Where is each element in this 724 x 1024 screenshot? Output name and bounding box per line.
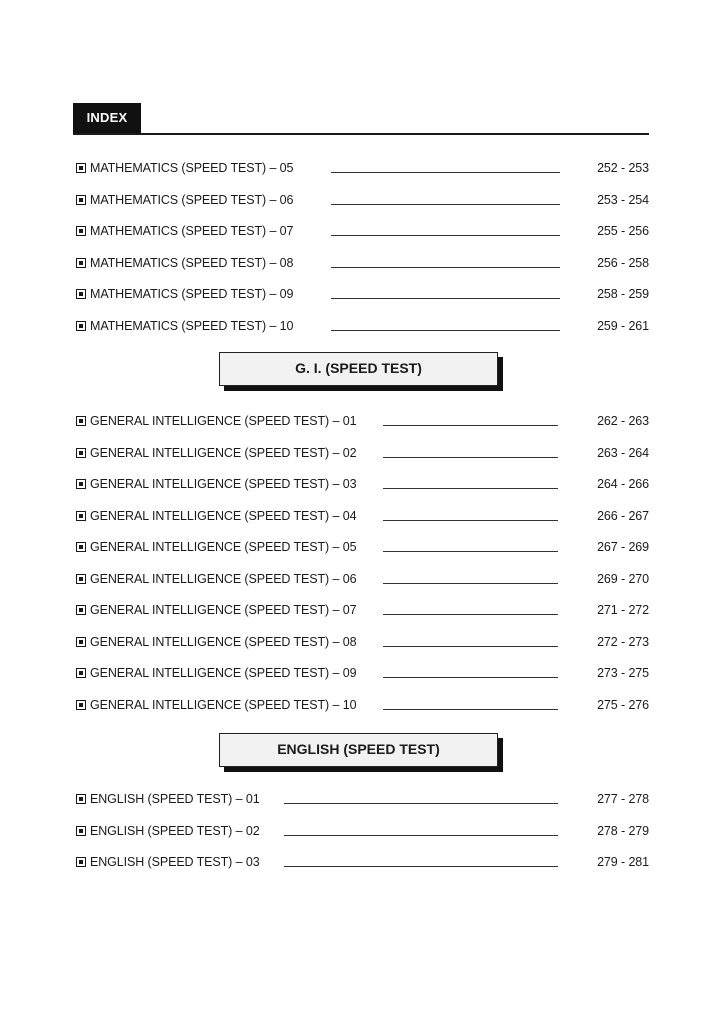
toc-pages: 275 - 276 xyxy=(597,698,649,712)
dotted-leader xyxy=(383,583,558,584)
toc-row[interactable] xyxy=(76,411,649,431)
toc-title: ENGLISH (SPEED TEST) – 03 xyxy=(90,855,260,869)
square-bullet-icon xyxy=(76,448,86,458)
index-title-badge: INDEX xyxy=(73,103,141,133)
toc-title: MATHEMATICS (SPEED TEST) – 10 xyxy=(90,319,294,333)
dotted-leader xyxy=(383,457,558,458)
toc-row[interactable] xyxy=(76,221,649,241)
toc-title: GENERAL INTELLIGENCE (SPEED TEST) – 04 xyxy=(90,509,357,523)
toc-title: GENERAL INTELLIGENCE (SPEED TEST) – 09 xyxy=(90,666,357,680)
toc-title: MATHEMATICS (SPEED TEST) – 07 xyxy=(90,224,294,238)
square-bullet-icon xyxy=(76,574,86,584)
dotted-leader xyxy=(383,425,558,426)
toc-title: GENERAL INTELLIGENCE (SPEED TEST) – 07 xyxy=(90,603,357,617)
dotted-leader xyxy=(383,677,558,678)
toc-pages: 256 - 258 xyxy=(597,256,649,270)
toc-row[interactable] xyxy=(76,474,649,494)
toc-row[interactable] xyxy=(76,569,649,589)
toc-pages: 258 - 259 xyxy=(597,287,649,301)
square-bullet-icon xyxy=(76,794,86,804)
square-bullet-icon xyxy=(76,416,86,426)
toc-row[interactable] xyxy=(76,190,649,210)
dotted-leader xyxy=(331,267,560,268)
toc-row[interactable] xyxy=(76,852,649,872)
dotted-leader xyxy=(383,709,558,710)
dotted-leader xyxy=(331,204,560,205)
square-bullet-icon xyxy=(76,700,86,710)
square-bullet-icon xyxy=(76,321,86,331)
toc-pages: 267 - 269 xyxy=(597,540,649,554)
toc-pages: 273 - 275 xyxy=(597,666,649,680)
toc-title: MATHEMATICS (SPEED TEST) – 08 xyxy=(90,256,294,270)
toc-pages: 279 - 281 xyxy=(597,855,649,869)
toc-pages: 266 - 267 xyxy=(597,509,649,523)
toc-row[interactable] xyxy=(76,443,649,463)
dotted-leader xyxy=(331,235,560,236)
toc-title: MATHEMATICS (SPEED TEST) – 09 xyxy=(90,287,294,301)
toc-pages: 277 - 278 xyxy=(597,792,649,806)
index-header xyxy=(73,103,649,135)
toc-title: ENGLISH (SPEED TEST) – 02 xyxy=(90,824,260,838)
toc-pages: 269 - 270 xyxy=(597,572,649,586)
toc-row[interactable] xyxy=(76,632,649,652)
toc-row[interactable] xyxy=(76,284,649,304)
toc-title: GENERAL INTELLIGENCE (SPEED TEST) – 02 xyxy=(90,446,357,460)
toc-pages: 252 - 253 xyxy=(597,161,649,175)
dotted-leader xyxy=(284,866,558,867)
square-bullet-icon xyxy=(76,258,86,268)
square-bullet-icon xyxy=(76,511,86,521)
square-bullet-icon xyxy=(76,826,86,836)
toc-row[interactable] xyxy=(76,316,649,336)
toc-pages: 272 - 273 xyxy=(597,635,649,649)
toc-row[interactable] xyxy=(76,789,649,809)
toc-title: MATHEMATICS (SPEED TEST) – 05 xyxy=(90,161,294,175)
toc-pages: 263 - 264 xyxy=(597,446,649,460)
toc-title: MATHEMATICS (SPEED TEST) – 06 xyxy=(90,193,294,207)
toc-title: GENERAL INTELLIGENCE (SPEED TEST) – 01 xyxy=(90,414,357,428)
toc-title: ENGLISH (SPEED TEST) – 01 xyxy=(90,792,260,806)
dotted-leader xyxy=(383,614,558,615)
section-heading-english: ENGLISH (SPEED TEST) xyxy=(219,733,498,767)
toc-pages: 253 - 254 xyxy=(597,193,649,207)
toc-title: GENERAL INTELLIGENCE (SPEED TEST) – 10 xyxy=(90,698,357,712)
square-bullet-icon xyxy=(76,668,86,678)
square-bullet-icon xyxy=(76,542,86,552)
toc-pages: 278 - 279 xyxy=(597,824,649,838)
toc-pages: 264 - 266 xyxy=(597,477,649,491)
toc-row[interactable] xyxy=(76,663,649,683)
dotted-leader xyxy=(284,835,558,836)
dotted-leader xyxy=(383,551,558,552)
toc-row[interactable] xyxy=(76,695,649,715)
toc-pages: 271 - 272 xyxy=(597,603,649,617)
toc-row[interactable] xyxy=(76,537,649,557)
toc-row[interactable] xyxy=(76,600,649,620)
square-bullet-icon xyxy=(76,479,86,489)
toc-pages: 259 - 261 xyxy=(597,319,649,333)
dotted-leader xyxy=(331,330,560,331)
square-bullet-icon xyxy=(76,605,86,615)
section-heading-gi: G. I. (SPEED TEST) xyxy=(219,352,498,386)
toc-title: GENERAL INTELLIGENCE (SPEED TEST) – 05 xyxy=(90,540,357,554)
toc-row[interactable] xyxy=(76,158,649,178)
toc-pages: 255 - 256 xyxy=(597,224,649,238)
square-bullet-icon xyxy=(76,163,86,173)
dotted-leader xyxy=(331,298,560,299)
square-bullet-icon xyxy=(76,637,86,647)
toc-row[interactable] xyxy=(76,506,649,526)
toc-pages: 262 - 263 xyxy=(597,414,649,428)
toc-title: GENERAL INTELLIGENCE (SPEED TEST) – 06 xyxy=(90,572,357,586)
toc-row[interactable] xyxy=(76,821,649,841)
dotted-leader xyxy=(383,520,558,521)
dotted-leader xyxy=(331,172,560,173)
square-bullet-icon xyxy=(76,857,86,867)
dotted-leader xyxy=(383,646,558,647)
square-bullet-icon xyxy=(76,226,86,236)
toc-title: GENERAL INTELLIGENCE (SPEED TEST) – 03 xyxy=(90,477,357,491)
square-bullet-icon xyxy=(76,289,86,299)
dotted-leader xyxy=(383,488,558,489)
toc-row[interactable] xyxy=(76,253,649,273)
toc-title: GENERAL INTELLIGENCE (SPEED TEST) – 08 xyxy=(90,635,357,649)
dotted-leader xyxy=(284,803,558,804)
square-bullet-icon xyxy=(76,195,86,205)
